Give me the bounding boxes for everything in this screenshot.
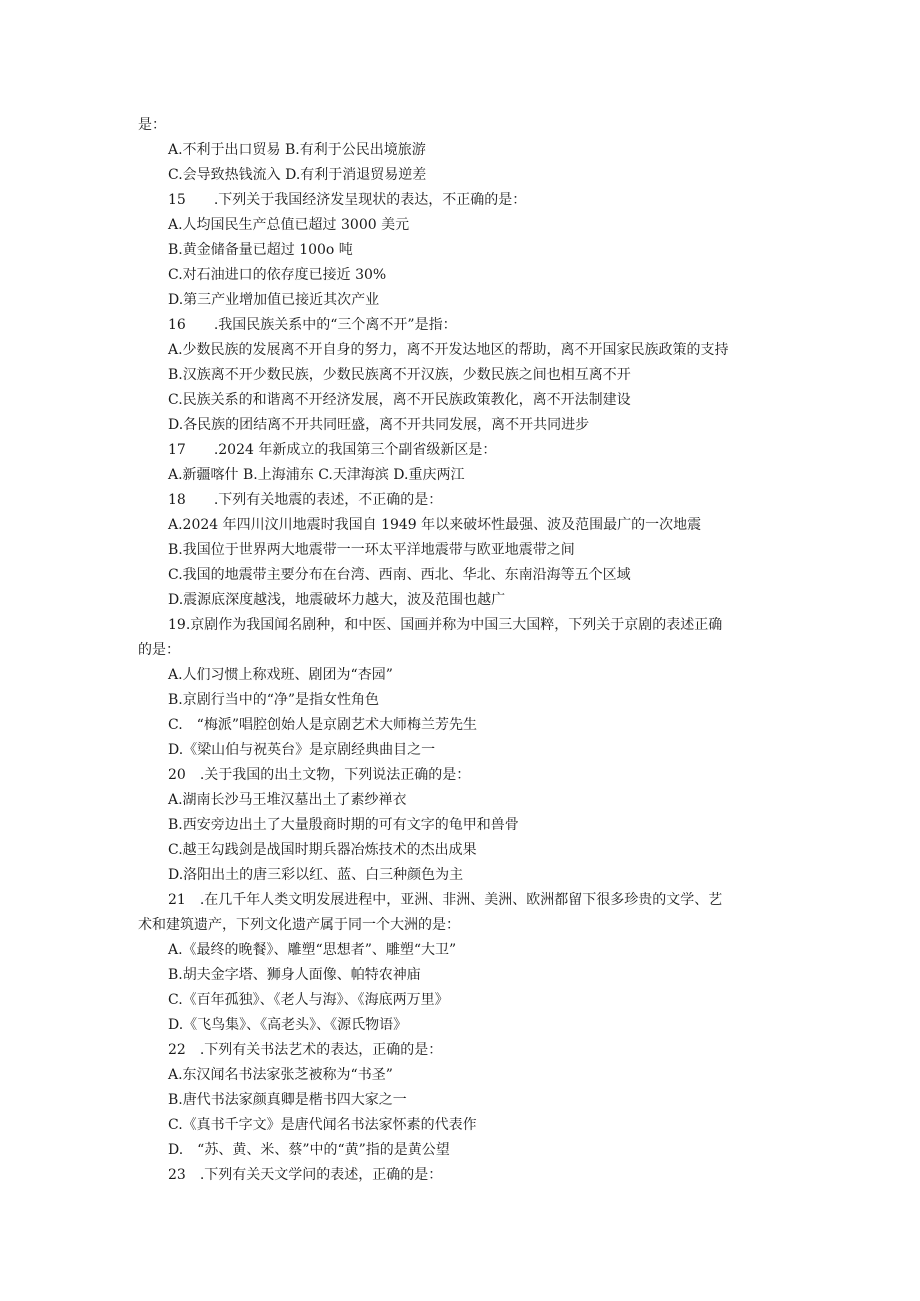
option-line: B.汉族离不开少数民族，少数民族离不开汉族，少数民族之间也相互离不开 bbox=[168, 367, 631, 383]
option-line: C.对石油进口的依存度已接近 30% bbox=[168, 267, 387, 283]
option-line: D.《梁山伯与祝英台》是京剧经典曲目之一 bbox=[168, 742, 436, 758]
question-20: 20 .关于我国的出土文物，下列说法正确的是： bbox=[168, 767, 471, 783]
option-line: B.西安旁边出土了大量殷商时期的可有文字的龟甲和兽骨 bbox=[168, 817, 519, 833]
continued-question-stem: 是： bbox=[138, 117, 166, 133]
option-line: B.唐代书法家颜真卿是楷书四大家之一 bbox=[168, 1092, 407, 1108]
option-line: A.东汉闻名书法家张芝被称为“书圣” bbox=[168, 1067, 393, 1083]
question-21-continued: 术和建筑遗产，下列文化遗产属于同一个大洲的是： bbox=[138, 917, 460, 933]
option-line: A.《最终的晚餐》、雕塑“思想者”、雕塑“大卫” bbox=[168, 942, 457, 958]
question-21: 21 .在几千年人类文明发展进程中，亚洲、非洲、美洲、欧洲都留下很多珍贵的文学、艺 bbox=[168, 892, 723, 908]
option-line: A.2024 年四川汶川地震时我国自 1949 年以来破坏性最强、波及范围最广的一次地震 bbox=[168, 517, 702, 533]
option-line: D. “苏、黄、米、蔡”中的“黄”指的是黄公望 bbox=[168, 1142, 450, 1158]
option-line: D.震源底深度越浅，地震破坏力越大，波及范围也越广 bbox=[168, 592, 506, 608]
option-line: C.《真书千字文》是唐代闻名书法家怀素的代表作 bbox=[168, 1117, 477, 1133]
question-19: 19.京剧作为我国闻名剧种，和中医、国画并称为中国三大国粹，下列关于京剧的表述正确 bbox=[168, 617, 723, 633]
option-line: A.人们习惯上称戏班、剧团为“杏园” bbox=[168, 667, 393, 683]
option-line: C.我国的地震带主要分布在台湾、西南、西北、华北、东南沿海等五个区域 bbox=[168, 567, 631, 583]
question-18: 18 .下列有关地震的表述，不正确的是： bbox=[168, 492, 443, 508]
question-19-continued: 的是： bbox=[138, 642, 180, 658]
option-line: A.新疆喀什 B.上海浦东 C.天津海滨 D.重庆两江 bbox=[168, 467, 465, 483]
option-line: D.各民族的团结离不开共同旺盛，离不开共同发展，离不开共同进步 bbox=[168, 417, 590, 433]
option-line: C. “梅派”唱腔创始人是京剧艺术大师梅兰芳先生 bbox=[168, 717, 477, 733]
option-line: C.会导致热钱流入 D.有利于消退贸易逆差 bbox=[168, 167, 427, 183]
option-line: A.不利于出口贸易 B.有利于公民出境旅游 bbox=[168, 142, 426, 158]
option-line: C.民族关系的和谐离不开经济发展，离不开民族政策教化，离不开法制建设 bbox=[168, 392, 631, 408]
question-16: 16 .我国民族关系中的“三个离不开”是指： bbox=[168, 317, 457, 333]
option-line: D.洛阳出土的唐三彩以红、蓝、白三种颜色为主 bbox=[168, 867, 464, 883]
question-15: 15 .下列关于我国经济发呈现状的表达，不正确的是： bbox=[168, 192, 527, 208]
option-line: B.我国位于世界两大地震带一一环太平洋地震带与欧亚地震带之间 bbox=[168, 542, 575, 558]
option-line: B.京剧行当中的“净”是指女性角色 bbox=[168, 692, 380, 708]
question-23: 23 .下列有关天文学问的表述，正确的是： bbox=[168, 1167, 443, 1183]
option-line: A.人均国民生产总值已超过 3000 美元 bbox=[168, 217, 410, 233]
option-line: C.越王勾践剑是战国时期兵器冶炼技术的杰出成果 bbox=[168, 842, 477, 858]
question-17: 17 .2024 年新成立的我国第三个副省级新区是： bbox=[168, 442, 497, 458]
option-line: C.《百年孤独》、《老人与海》、《海底两万里》 bbox=[168, 992, 449, 1008]
option-line: A.少数民族的发展离不开自身的努力，离不开发达地区的帮助，离不开国家民族政策的支持 bbox=[168, 342, 729, 358]
question-22: 22 .下列有关书法艺术的表达，正确的是： bbox=[168, 1042, 443, 1058]
option-line: B.胡夫金字塔、狮身人面像、帕特农神庙 bbox=[168, 967, 421, 983]
option-line: D.第三产业增加值已接近其次产业 bbox=[168, 292, 380, 308]
option-line: A.湖南长沙马王堆汉墓出土了素纱禅衣 bbox=[168, 792, 407, 808]
option-line: D.《飞鸟集》、《高老头》、《源氏物语》 bbox=[168, 1017, 408, 1033]
option-line: B.黄金储备量已超过 100o 吨 bbox=[168, 242, 353, 258]
